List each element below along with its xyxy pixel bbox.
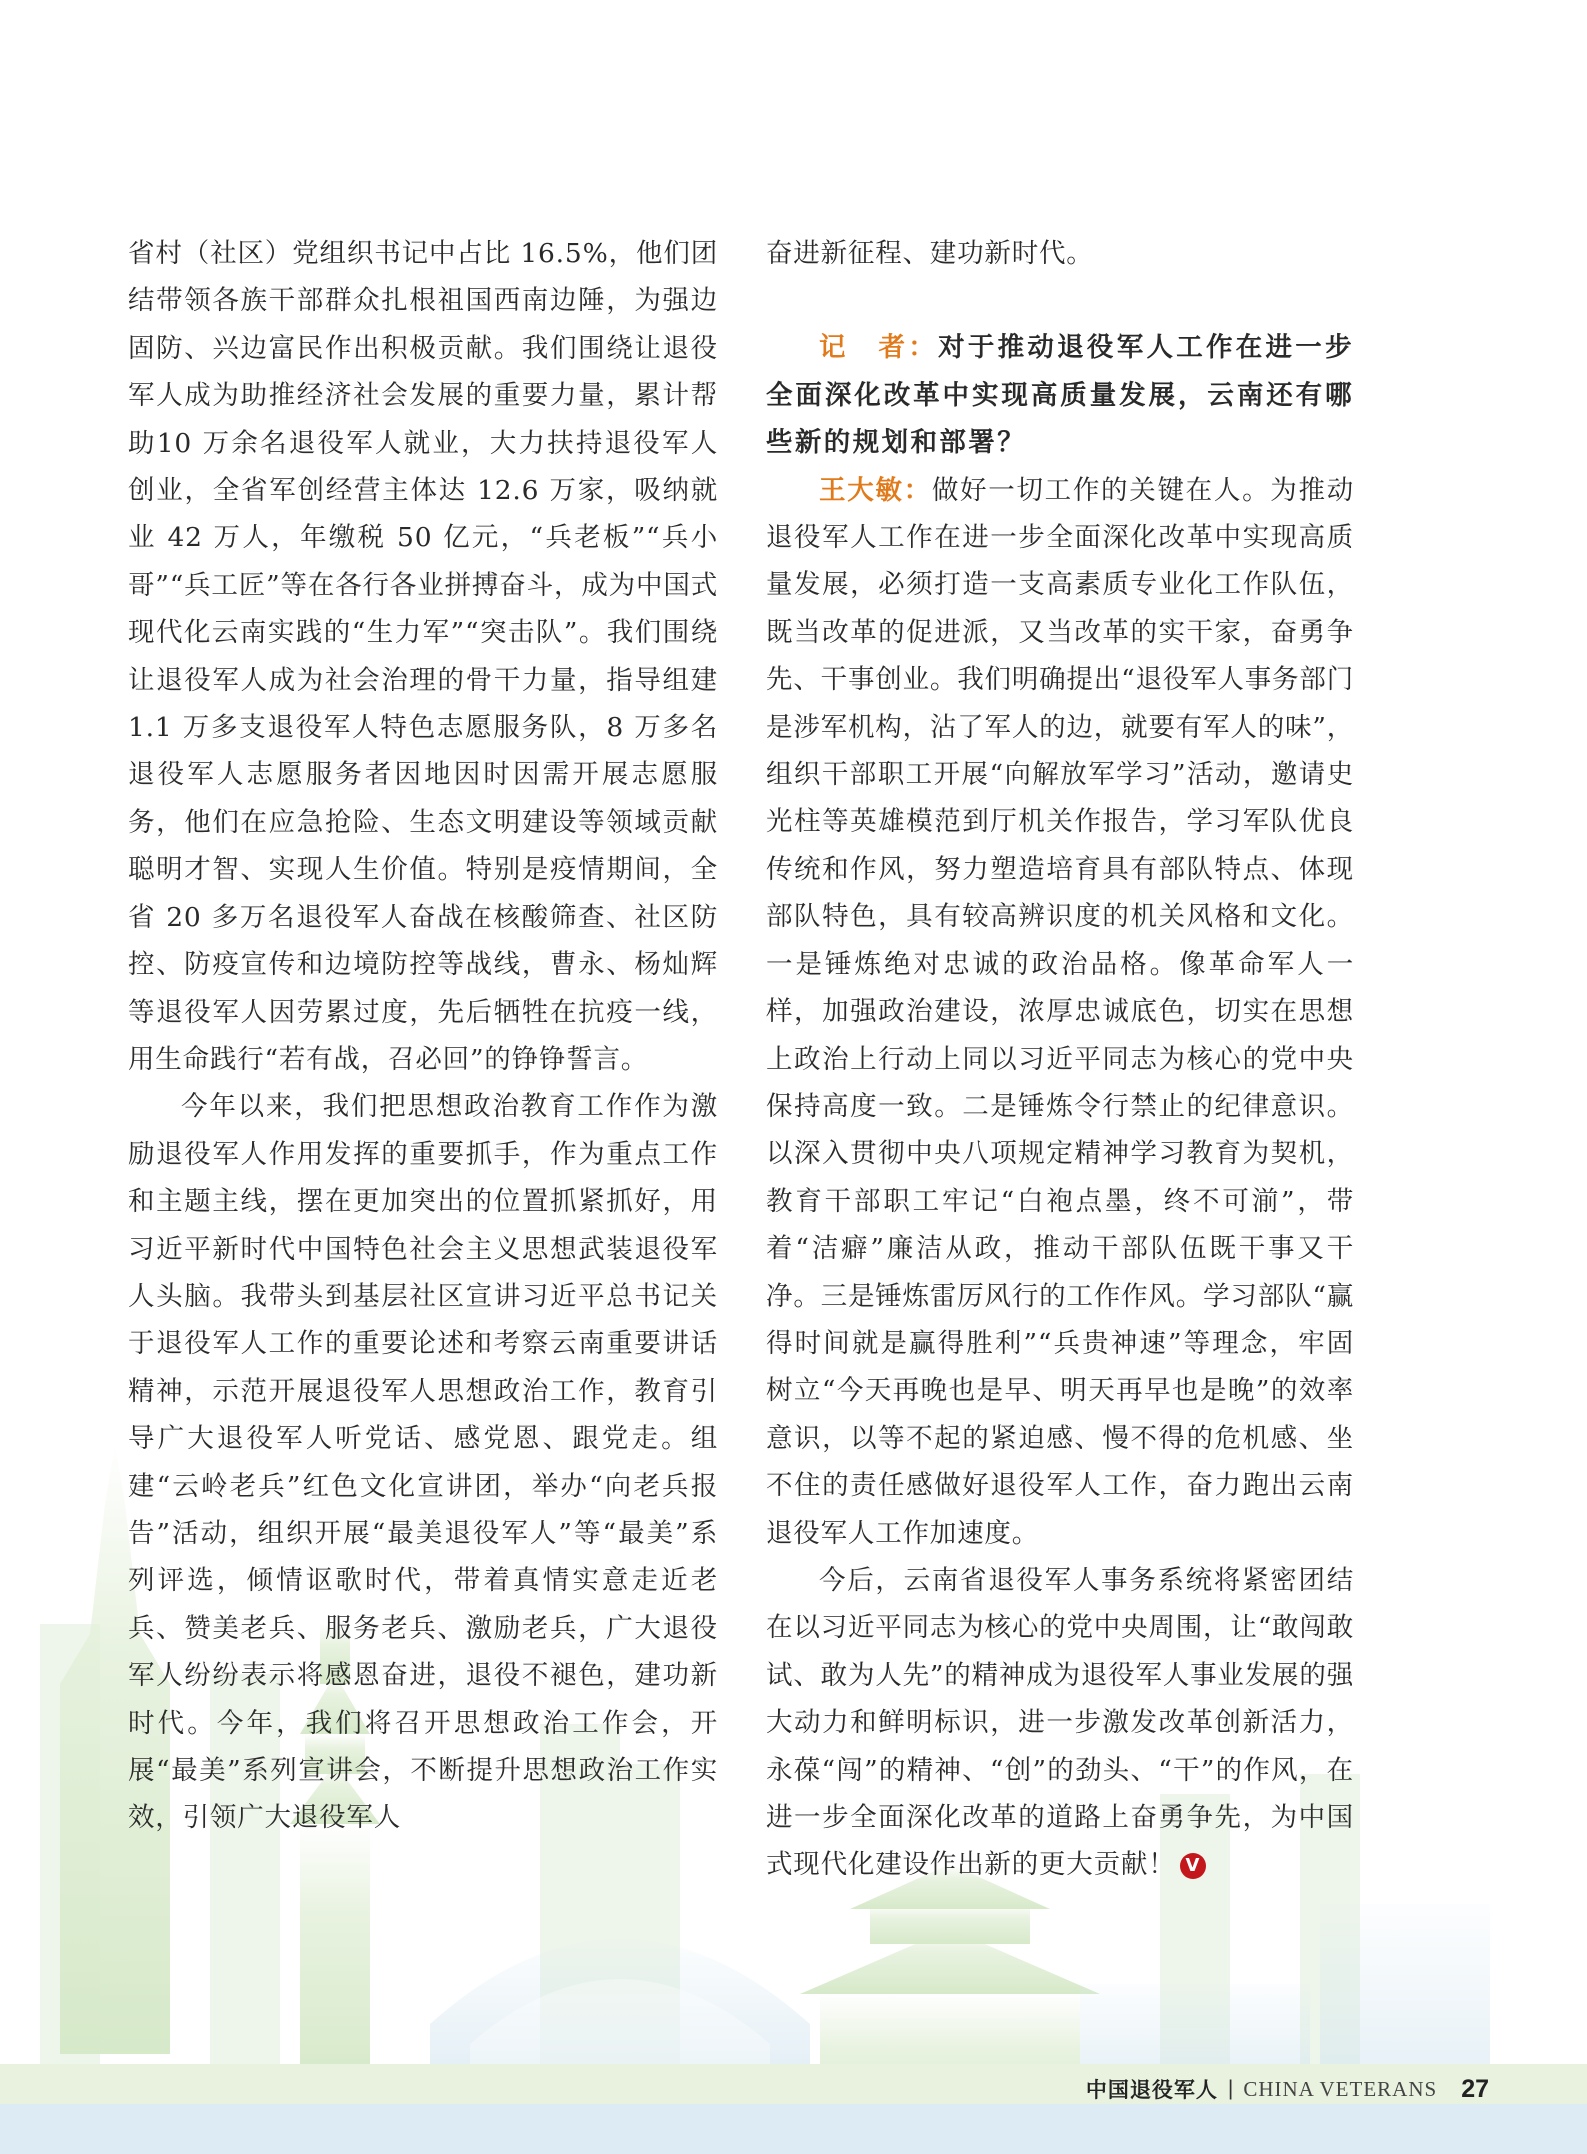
- end-mark-icon: V: [1180, 1853, 1206, 1879]
- footer-separator: |: [1227, 2077, 1234, 2100]
- closing-text: 今后，云南省退役军人事务系统将紧密团结在以习近平同志为核心的党中央周围，让“敢闯敢试、敢为人先”的精神成为退役军人事业发展的强大动力和鲜明标识，进一步激发改革创新活力，永葆“闯”的精神、“创”的劲头、“干”的作风，在进一步全面深化改革的道路上奋勇争先，为中国式现代化建设作出新的更大贡献！: [766, 1564, 1354, 1881]
- question-speaker-label: 记 者：: [819, 332, 939, 364]
- answer-speaker-label: 王大敏：: [819, 474, 932, 506]
- magazine-name: 中国退役军人: [1085, 2079, 1218, 2102]
- answer-text: 做好一切工作的关键在人。为推动退役军人工作在进一步全面深化改革中实现高质量发展，必须打造一支高素质专业化工作队伍，既当改革的促进派，又当改革的实干家，奋勇争先、干事创业。我们明确提出“退役军人事务部门是涉军机构，沾了军人的边，就要有军人的味”，组织干部职工开展“向解放军学习”活动，邀请史光柱等英雄模范到厅机关作报告，学习军队优良传统和作风，努力塑造培育具有部队特点、体现部队特色，具有较高辨识度的机关风格和文化。一是锤炼绝对忠诚的政治品格。像革命军人一样，加强政治建设，浓厚忠诚底色，切实在思想上政治上行动上同以习近平同志为核心的党中央保持高度一致。二是锤炼令行禁止的纪律意识。以深入贯彻中央八项规定精神学习教育为契机，教育干部职工牢记“白袍点墨，终不可湔”，带着“洁癖”廉洁从政，推动干部队伍既干事又干净。三是锤炼雷厉风行的工作作风。学习部队“赢得时间就是赢得胜利”“兵贵神速”等理念，牢固树立“今天再晚也是早、明天再早也是晚”的效率意识，以等不起的紧迫感、慢不得的危机感、坐不住的责任感做好退役军人工作，奋力跑出云南退役军人工作加速度。: [766, 474, 1355, 1549]
- left-column: [128, 230, 718, 1842]
- question-text: 对于推动退役军人工作在进一步全面深化改革中实现高质量发展，云南还有哪些新的规划和部署？: [766, 332, 1354, 459]
- interview-question: [766, 324, 1354, 466]
- paragraph-continued-end: 奋进新征程、建功新时代。: [766, 238, 1094, 269]
- paragraph-closing: [766, 1557, 1354, 1889]
- paragraph-continued: 省村（社区）党组织书记中占比 16.5%，他们团结带领各族干部群众扎根祖国西南边陲，为强边固防、兴边富民作出积极贡献。我们围绕让退役军人成为助推经济社会发展的重要力量，累计帮助10 万余名退役军人就业，大力扶持退役军人创业，全省军创经营主体达 12.6 万家，吸纳就业 42 万人，年缴税 50 亿元，“兵老板”“兵小哥”“兵工匠”等在各行各业拼搏奋斗，成为中国式现代化云南实践的“生力军”“突击队”。我们围绕让退役军人成为社会治理的骨干力量，指导组建 1.1 万多支退役军人特色志愿服务队，8 万多名退役军人志愿服务者因地因时因需开展志愿服务，他们在应急抢险、生态文明建设等领域贡献聪明才智、实现人生价值。特别是疫情期间，全省 20 多万名退役军人奋战在核酸筛查、社区防控、防疫宣传和边境防控等战线，曹永、杨灿辉等退役军人因劳累过度，先后牺牲在抗疫一线，用生命践行“若有战，召必回”的铮铮誓言。: [128, 238, 718, 1075]
- right-column: [766, 230, 1354, 1889]
- page-footer: [1086, 2072, 1489, 2106]
- paragraph-thought-education: 今年以来，我们把思想政治教育工作作为激励退役军人作用发挥的重要抓手，作为重点工作和主题主线，摆在更加突出的位置抓紧抓好，用习近平新时代中国特色社会主义思想武装退役军人头脑。我带头到基层社区宣讲习近平总书记关于退役军人工作的重要论述和考察云南重要讲话精神，示范开展退役军人思想政治工作，教育引导广大退役军人听党话、感党恩、跟党走。组建“云岭老兵”红色文化宣讲团，举办“向老兵报告”活动，组织开展“最美退役军人”等“最美”系列评选，倾情讴歌时代，带着真情实意走近老兵、赞美老兵、服务老兵、激励老兵，广大退役军人纷纷表示将感恩奋进，退役不褪色，建功新时代。今年，我们将召开思想政治工作会，开展“最美”系列宣讲会，不断提升思想政治工作实效，引领广大退役军人: [128, 1091, 718, 1834]
- interview-answer: [766, 467, 1354, 1557]
- magazine-english-name: CHINA VETERANS: [1243, 2076, 1438, 2101]
- page-number: 27: [1461, 2074, 1489, 2103]
